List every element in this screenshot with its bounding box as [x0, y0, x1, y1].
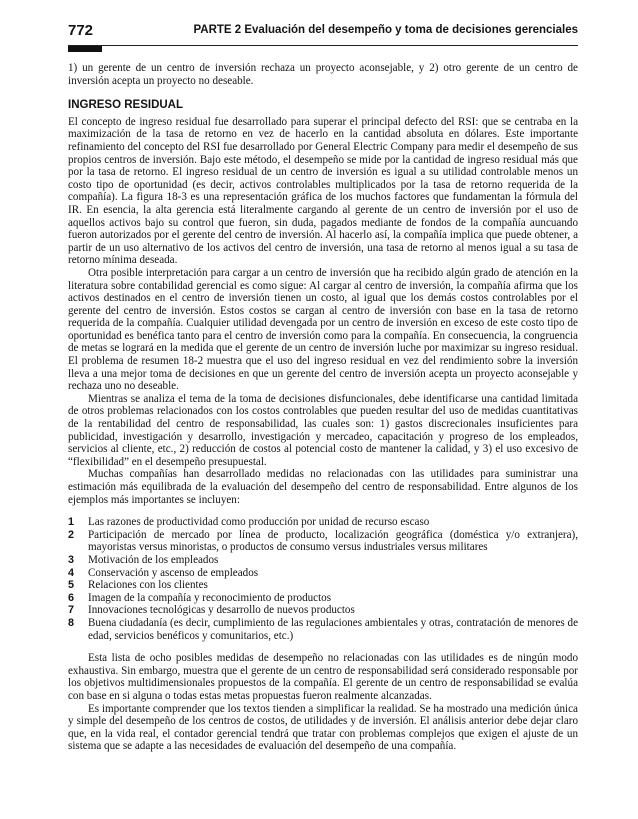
list-number: 2	[68, 528, 75, 541]
list-item	[68, 516, 578, 529]
list-item	[68, 579, 578, 592]
paragraph: Muchas compañías han desarrollado medidas no relacionadas con las utilidades para suministrar una estimación más equilibrada de la evaluación del desempeño del centro de responsabilidad. Entre algunos de los ejemplos más importantes se incluyen:	[68, 468, 578, 506]
list-number: 1	[68, 516, 75, 529]
page-header	[68, 22, 578, 42]
paragraph: Es importante comprender que los textos tienden a simplificar la realidad. Se ha mostrado una medición única y simple del desempeño de los centros de costos, de utilidades y de inversión. El análisis anterior debe dejar claro que, en la vida real, el contador gerencial tendrá que tratar con problemas complejos que exigen el ajuste de un sistema que se adapte a las necesidades de evaluación del desempeño de una compañía.	[68, 702, 578, 753]
list-number: 4	[68, 566, 75, 579]
list-text: Conservación y ascenso de empleados	[88, 566, 259, 579]
list-number: 6	[68, 591, 75, 604]
measures-list	[68, 516, 578, 642]
list-text: Participación de mercado por línea de producto, localización geográfica (doméstica y/o extranjera), mayoristas versus minoristas, o productos de consumo versus industriales versus militares	[88, 528, 578, 554]
list-text: Buena ciudadanía (es decir, cumplimiento de las regulaciones ambientales y otras, contratación de menores de edad, servicios benéficos y comunitarios, etc.)	[88, 616, 578, 642]
list-item	[68, 592, 578, 605]
page-number: 772	[68, 22, 94, 39]
list-item	[68, 604, 578, 617]
list-text: Relaciones con los clientes	[88, 579, 208, 592]
body-text	[68, 62, 578, 753]
list-text: Innovaciones tecnológicas y desarrollo de nuevos productos	[88, 604, 355, 617]
list-item	[68, 529, 578, 554]
header-rule-marker	[68, 46, 102, 52]
paragraph: Otra posible interpretación para cargar a un centro de inversión que ha recibido algún grado de atención en la literatura sobre contabilidad gerencial es como sigue: Al cargar al centro de inversión, la compañía afirma que los activos destinados en el centro de inversión tienen un costo, al igual que los demás costos controlables por el gerente del centro de inversión. Estos costos se cargan al centro de inversión con base en la tasa de retorno requerida de la compañía. Cualquier utilidad devengada por un centro de inversión en exceso de este costo tipo de oportunidad es benéfica tanto para el centro de inversión como para la compañía. En consecuencia, la congruencia de metas se logrará en la medida que el gerente de un centro de inversión luche por maximizar su ingreso residual. El problema de resumen 18-2 muestra que el uso del ingreso residual en vez del rendimiento sobre la inversión lleva a una mejor toma de decisiones en que un gerente del centro de inversión acepta un proyecto aconsejable y rechaza uno no deseable.	[68, 266, 578, 393]
list-number: 8	[68, 616, 75, 629]
list-item	[68, 554, 578, 567]
list-number: 5	[68, 579, 75, 592]
paragraph: Esta lista de ocho posibles medidas de desempeño no relacionadas con las utilidades es de ningún modo exhaustiva. Sin embargo, muestra que el gerente de un centro de responsabilidad será considerado responsable por los objetivos multidimensionales propuestos de la compañía. El gerente de un centro de responsabilidad se evalúa con base en si alguna o todas estas metas propuestas fueron realmente alcanzadas.	[68, 652, 578, 702]
paragraph: El concepto de ingreso residual fue desarrollado para superar el principal defecto del RSI: que se centraba en la maximización de la tasa de retorno en vez de hacerlo en la cantidad absoluta en dólares. Este importante refinamiento del concepto del RSI fue desarrollado por General Electric Company para medir el desempeño de sus propios centros de inversión. Bajo este método, el desempeño se mide por la cantidad de ingreso residual más que por la tasa de retorno. El ingreso residual de un centro de inversión es igual a su utilidad controlable menos un costo tipo de oportunidad (es decir, activos controlables multiplicados por la tasa de retorno requerida de la compañía). La figura 18-3 es una representación gráfica de los muchos factores que fundamentan la fórmula del IR. En esencia, la alta gerencia está literalmente cargando al gerente de un centro de inversión por el uso de aquellos activos bajo su control que fueron, sin duda, pagados mediante de fondos de la compañía auncuando fueron autorizados por el gerente del centro de inversión. Al hacerlo así, la compañía implica que puede obtener, a partir de un uso alternativo de los activos del centro de inversión, una tasa de retorno al menos igual a su tasa de retorno mínima deseada.	[68, 115, 578, 267]
list-text: Imagen de la compañía y reconocimiento de productos	[88, 591, 332, 604]
list-item	[68, 567, 578, 580]
intro-paragraph: 1) un gerente de un centro de inversión rechaza un proyecto aconsejable, y 2) otro gerente de un centro de inversión acepta un proyecto no deseable.	[68, 62, 578, 87]
list-text: Las razones de productividad como producción por unidad de recurso escaso	[88, 516, 430, 529]
list-item	[68, 617, 578, 642]
list-number: 7	[68, 604, 75, 617]
paragraph: Mientras se analiza el tema de la toma de decisiones disfuncionales, debe identificarse una cantidad limitada de otros problemas relacionados con los costos controlables que pueden resultar del uso de medidas cuantitativas de la rentabilidad del centro de responsabilidad, las cuales son: 1) gastos discrecionales insuficientes para publicidad, investigación y desarrollo, investigación y mercadeo, capacitación y progreso de los empleados, servicios al cliente, etc., 2) reducción de costos al potencial costo de mantener la calidad, y 3) el uso excesivo de “flexibilidad” en el desempeño presupuestal.	[68, 392, 578, 468]
running-head: PARTE 2 Evaluación del desempeño y toma de decisiones gerenciales	[193, 24, 578, 36]
header-rule	[68, 45, 578, 46]
list-number: 3	[68, 553, 75, 566]
list-text: Motivación de los empleados	[88, 553, 219, 566]
section-heading: INGRESO RESIDUAL	[68, 99, 184, 112]
